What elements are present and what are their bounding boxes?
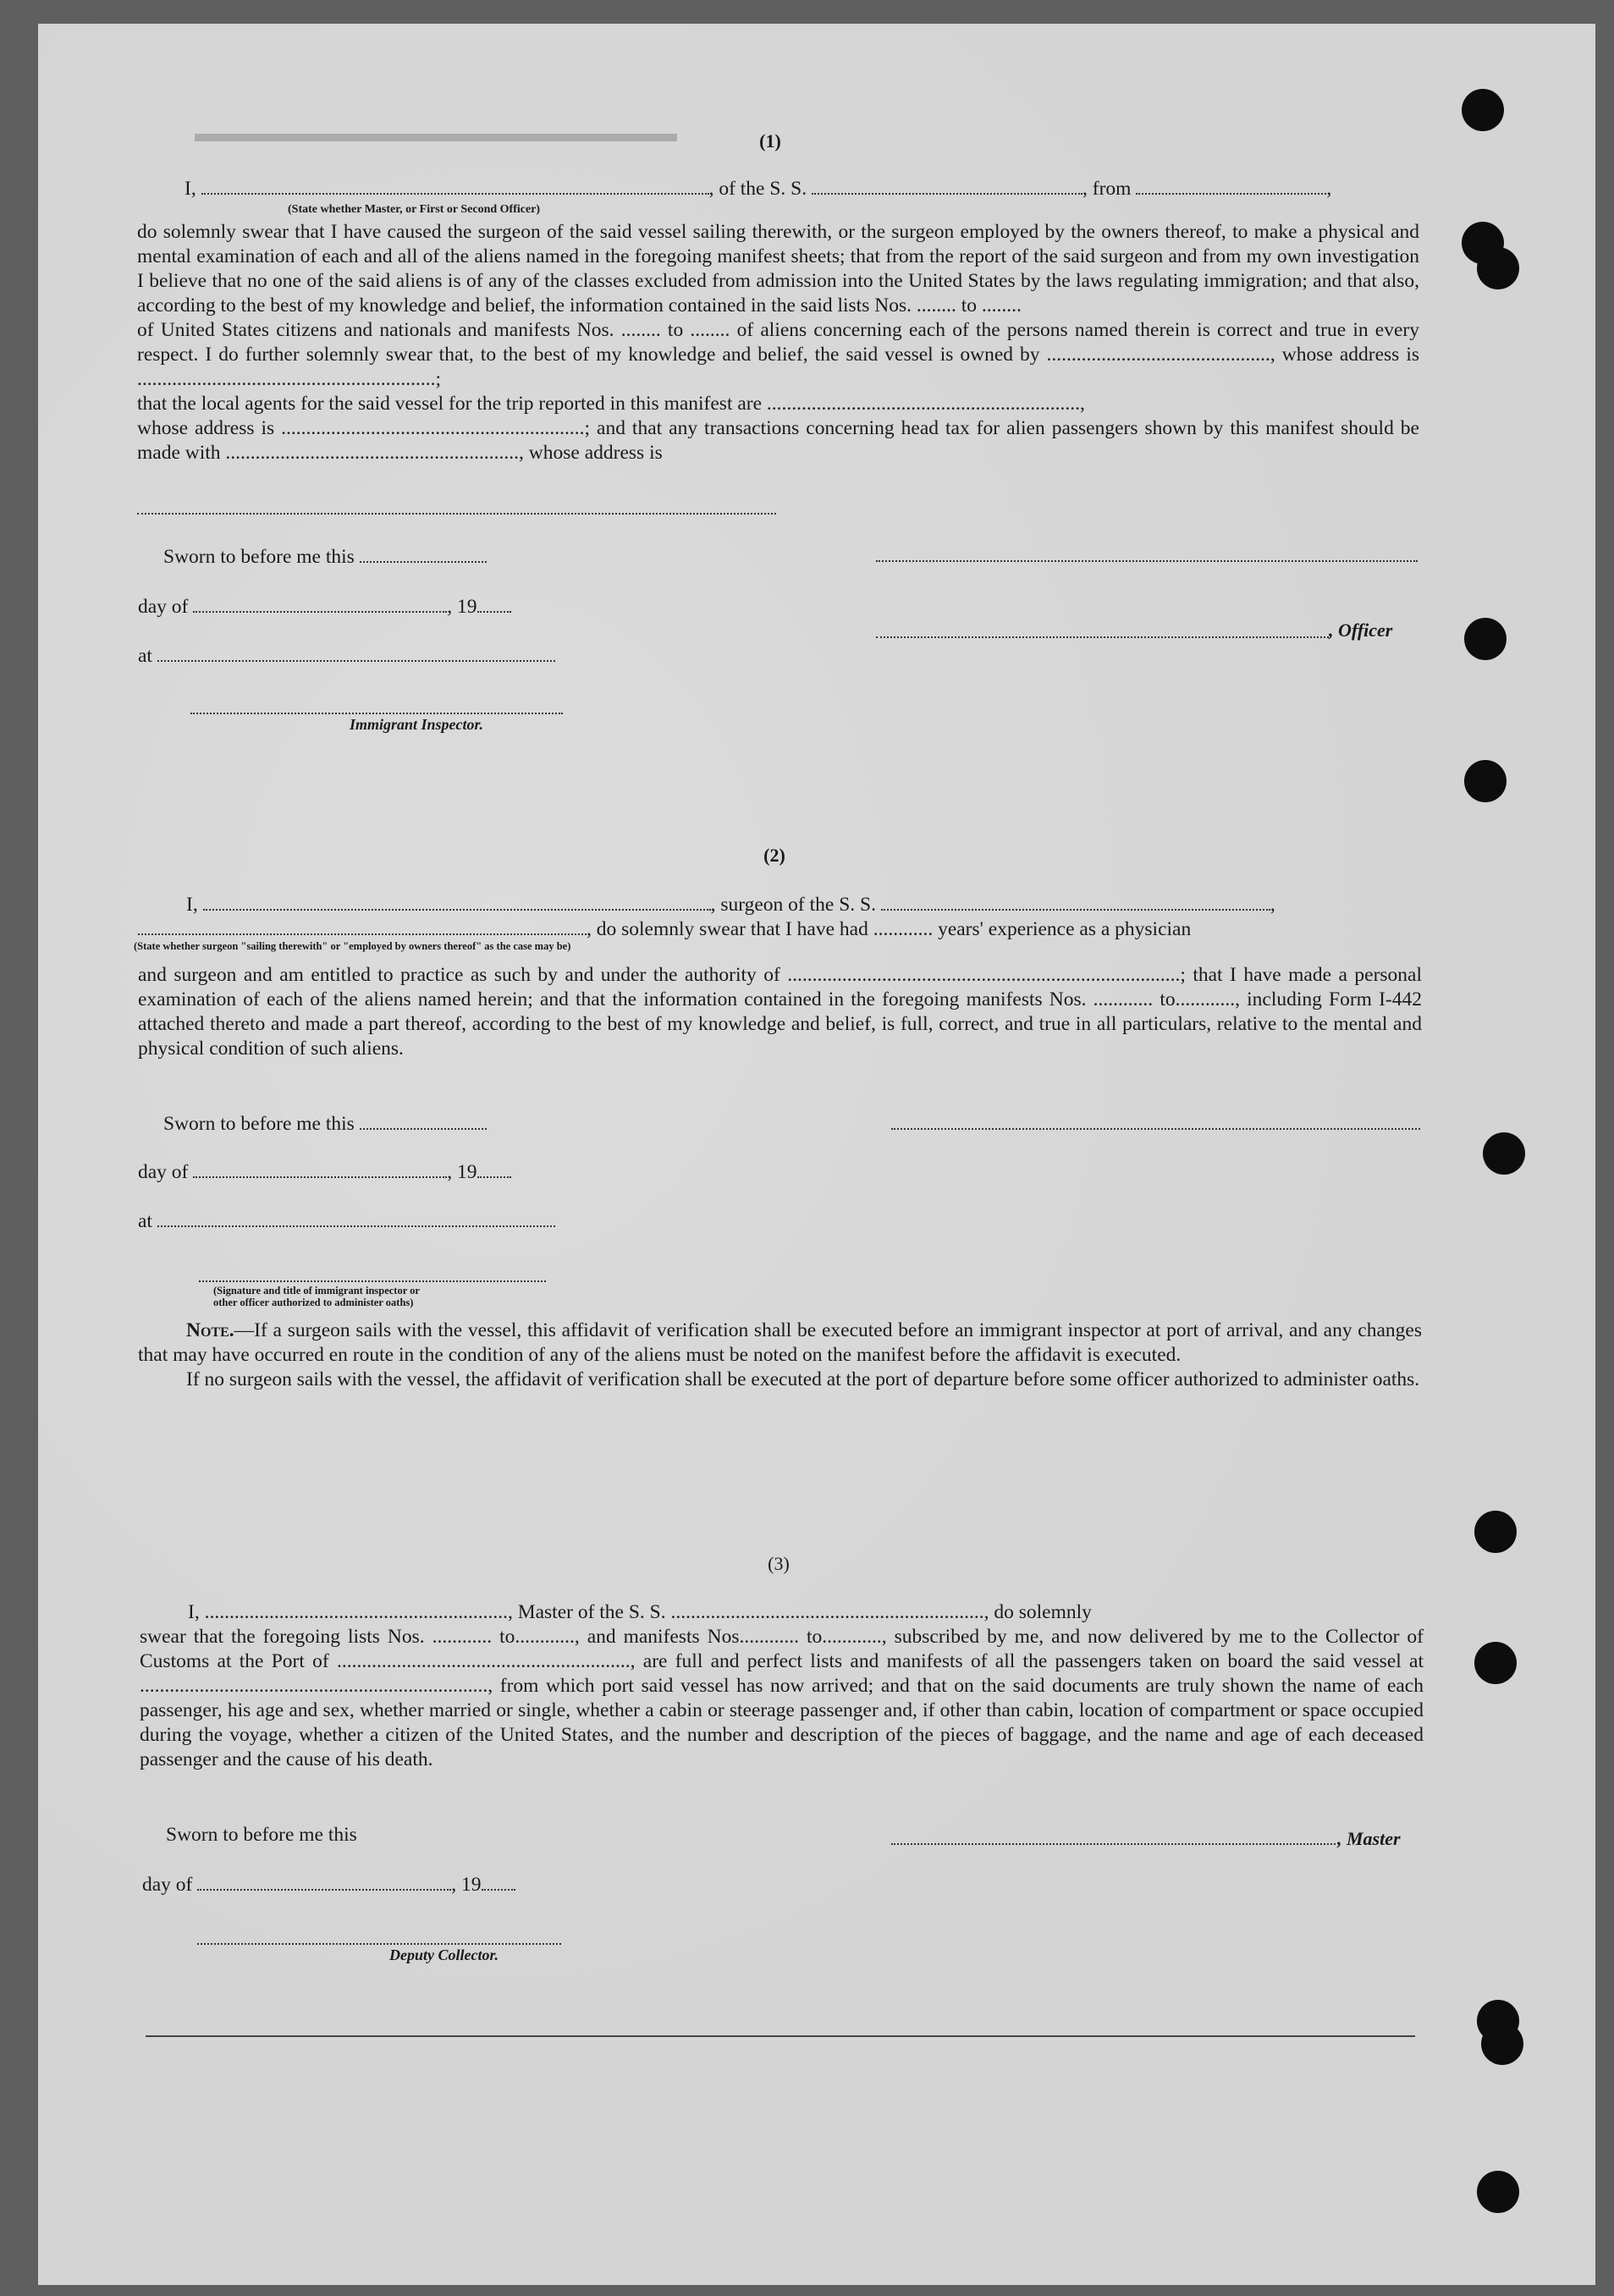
- section-3-number: (3): [768, 1553, 790, 1574]
- section-3-body: [140, 1600, 1424, 1772]
- officer-signature-line[interactable]: [876, 560, 1418, 562]
- section-1-line-1: I, , of the S. S. , from ,: [185, 178, 1332, 200]
- sworn-label: Sworn to before me this: [166, 1824, 357, 1846]
- officer-name-line[interactable]: [876, 636, 1329, 638]
- year-field[interactable]: [477, 596, 511, 613]
- officer-label: , Officer: [1329, 619, 1393, 641]
- day-of-line: [138, 1161, 511, 1184]
- section-1-paragraph: whose address is .............................................................; and that any transactions concerning head tax for alien passengers shown by this manifest should be made with ..........................................................., whose address is: [137, 417, 1419, 464]
- year-field[interactable]: [477, 1161, 511, 1178]
- signature-note-2: other officer authorized to administer oaths): [213, 1297, 414, 1308]
- section-1-body: [137, 220, 1419, 465]
- section-1-paragraph: of United States citizens and nationals and manifests Nos. ........ to ........ of aliens concerning each of the persons named therein is correct and true in every respect. I do further solemnly swear that, to the best of my knowledge and belief, the said vessel is owned by ............................................., whose address is ............................................................;: [137, 319, 1419, 390]
- surgeon-label: , surgeon of the S. S.: [710, 894, 876, 916]
- i-label: I,: [186, 894, 198, 916]
- section-2-body: [138, 963, 1422, 1061]
- sworn-label: Sworn to before me this: [163, 546, 355, 568]
- sworn-line: [163, 546, 487, 569]
- punch-hole: [1462, 89, 1504, 131]
- sworn-line: [163, 1113, 487, 1136]
- note-label: Note.: [186, 1319, 234, 1341]
- surgeon-status-field[interactable]: [138, 918, 587, 935]
- sworn-date-field[interactable]: [360, 1113, 487, 1130]
- section-2-paragraph: and surgeon and am entitled to practice as such by and under the authority of ...............................................................................; that I have made a personal examination of each of the aliens named herein; and that the information contained in the foregoing manifests Nos. ............ to............, including Form I-442 attached thereto and made a part thereof, according to the best of my knowledge and belief, is full, correct, and true in all particulars, relative to the mental and physical condition of such aliens.: [138, 964, 1422, 1060]
- section-1-number: (1): [759, 130, 781, 151]
- bleed-through-mark: ▬▬▬▬▬▬▬▬▬▬▬▬▬▬▬▬▬▬▬: [195, 128, 677, 156]
- at-label: at: [138, 645, 152, 667]
- day-of-line: [138, 596, 511, 619]
- section-1-paragraph: that the local agents for the said vessel for the trip reported in this manifest are ...............................................................,: [137, 393, 1085, 415]
- punch-hole: [1464, 618, 1507, 660]
- address-line[interactable]: [137, 513, 776, 515]
- note-paragraph-2: If no surgeon sails with the vessel, the affidavit of verification shall be executed at the port of departure before some officer authorized to administer oaths.: [186, 1368, 1420, 1390]
- i-label: I,: [185, 178, 196, 200]
- day-of-label: day of: [142, 1874, 193, 1896]
- administering-officer-line[interactable]: [199, 1280, 546, 1282]
- month-field[interactable]: [193, 596, 447, 613]
- month-field[interactable]: [193, 1161, 447, 1178]
- day-of-label: day of: [138, 1161, 189, 1183]
- day-of-label: day of: [138, 596, 189, 618]
- at-label: at: [138, 1210, 152, 1232]
- section-2-line-1: I, , surgeon of the S. S. ,: [186, 894, 1275, 916]
- officer-rank-note: (State whether Master, or First or Second Officer): [288, 203, 541, 216]
- port-from-field[interactable]: [1136, 178, 1326, 195]
- sworn-line: [166, 1824, 357, 1847]
- surgeon-status-note: (State whether surgeon "sailing therewith" or "employed by owners thereof" as the case may be): [134, 940, 571, 952]
- sworn-date-field[interactable]: [360, 546, 487, 563]
- officer-name-field[interactable]: [201, 178, 709, 195]
- master-signature-line[interactable]: [891, 1843, 1336, 1845]
- note-paragraph-1: [138, 1319, 1422, 1368]
- punch-hole: [1464, 760, 1507, 802]
- section-2-line-2: [138, 918, 1191, 941]
- punch-hole: [1477, 2171, 1519, 2213]
- section-3-first-line: I, ............................................................., Master of the S. S. ..............................................................., do solemnly: [188, 1601, 1092, 1623]
- signature-note-1: (Signature and title of immigrant inspector or: [213, 1285, 420, 1297]
- surgeon-name-field[interactable]: [203, 894, 711, 911]
- at-line: [138, 645, 555, 668]
- master-label: , Master: [1337, 1828, 1401, 1849]
- month-field[interactable]: [197, 1874, 451, 1891]
- punch-hole: [1474, 1642, 1517, 1684]
- experience-text: , do solemnly swear that I have had ............ years' experience as a physician: [587, 918, 1192, 940]
- note-block: [138, 1319, 1422, 1392]
- section-1-paragraph: do solemnly swear that I have caused the surgeon of the said vessel sailing therewith, or the surgeon employed by the owners thereof, to make a physical and mental examination of each and all of the aliens named in the foregoing manifest sheets; that from the report of the said surgeon and from my own investigation I believe that no one of the said aliens is of any of the classes excluded from admission into the United States by the laws regulating immigration; and that also, according to the best of my knowledge and belief, the information contained in the said lists Nos. ........ to ........: [137, 221, 1419, 317]
- of-ss-label: , of the S. S.: [708, 178, 807, 200]
- year-label: , 19: [447, 1161, 477, 1183]
- vessel-name-field[interactable]: [881, 894, 1270, 911]
- place-field[interactable]: [157, 1210, 555, 1227]
- inspector-label: Immigrant Inspector.: [350, 716, 484, 733]
- bottom-rule: [146, 2035, 1415, 2037]
- place-field[interactable]: [157, 645, 555, 662]
- section-2-number: (2): [763, 845, 785, 866]
- section-3-paragraph: swear that the foregoing lists Nos. ............ to............, and manifests Nos............ to............, subscribed by me, and now delivered by me to the Collector of Customs at the Port of ..........................................................., are full and perfect lists and manifests of all the passengers taken on board the said vessel at ......................................................................, from which port said vessel has now arrived; and that on the said documents are truly shown the name of each passenger, his age and sex, whether married or single, whether a cabin or steerage passenger and, if other than cabin, location of compartment or space occupied during the voyage, whether a citizen of the United States, and the number and description of the pieces of baggage, and the name and age of each deceased passenger and the cause of his death.: [140, 1626, 1424, 1770]
- at-line: [138, 1210, 555, 1233]
- collector-signature-line[interactable]: [197, 1943, 561, 1945]
- punch-hole: [1474, 1511, 1517, 1553]
- collector-label: Deputy Collector.: [389, 1946, 499, 1963]
- year-field[interactable]: [482, 1874, 515, 1891]
- punch-hole: [1477, 247, 1519, 289]
- from-label: , from: [1082, 178, 1132, 200]
- sworn-label: Sworn to before me this: [163, 1113, 355, 1135]
- note-text: —If a surgeon sails with the vessel, this affidavit of verification shall be executed before an immigrant inspector at port of arrival, and any changes that may have occurred en route in the condition of any of the aliens must be noted on the manifest before the affidavit is executed.: [138, 1319, 1422, 1366]
- year-label: , 19: [447, 596, 477, 618]
- punch-hole: [1481, 2023, 1523, 2065]
- surgeon-signature-line[interactable]: [891, 1128, 1420, 1130]
- day-of-line: [142, 1874, 515, 1897]
- year-label: , 19: [451, 1874, 482, 1896]
- inspector-signature-line[interactable]: [190, 713, 563, 714]
- vessel-name-field[interactable]: [812, 178, 1082, 195]
- punch-hole: [1483, 1132, 1525, 1175]
